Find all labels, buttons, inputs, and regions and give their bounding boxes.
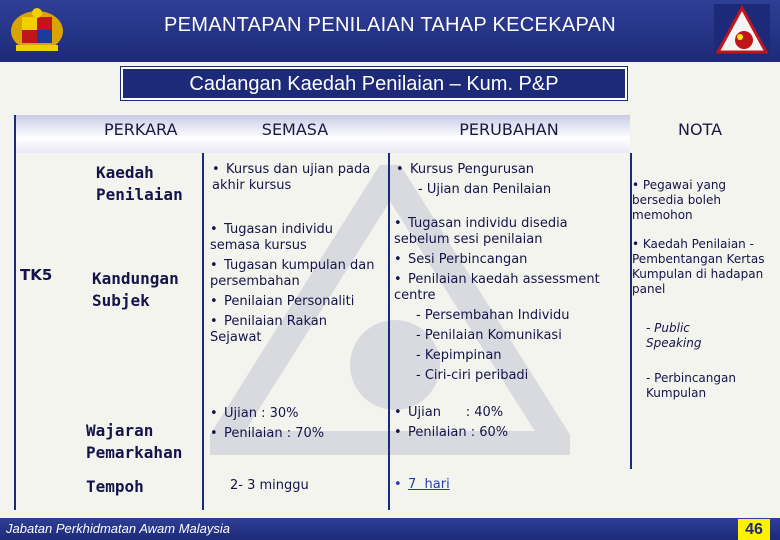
slide-subtitle: Cadangan Kaedah Penilaian – Kum. P&P — [189, 73, 559, 95]
list-item — [210, 426, 386, 442]
nota-item-3: - Public Speaking — [646, 321, 702, 350]
list-item — [210, 314, 382, 346]
list-item-text: Tugasan individu semasa kursus — [210, 222, 334, 253]
list-item-text: Ujian : 30% — [224, 406, 299, 421]
nota-item-1: • Pegawai yang bersedia boleh memohon — [632, 178, 727, 222]
coat-of-arms-logo — [8, 5, 66, 55]
perubahan-header-label: PERUBAHAN — [459, 120, 559, 139]
level-label: TK5 — [20, 266, 53, 284]
list-item — [210, 406, 386, 422]
kandungan-perubahan-list — [394, 216, 626, 384]
sub-list-item: - Persembahan Individu — [416, 308, 570, 323]
list-item-text: Tugasan individu disedia sebelum sesi penilaian — [394, 216, 568, 247]
row-label-kaedah: Kaedah Penilaian — [96, 163, 183, 204]
wajaran-semasa-list — [210, 406, 386, 442]
tempoh-semasa: 2- 3 minggu — [230, 478, 309, 493]
kaedah-semasa-text: Kursus dan ujian pada akhir kursus — [212, 162, 371, 193]
subtitle-box — [121, 67, 627, 100]
list-item-text: Penilaian Personaliti — [224, 294, 355, 309]
perkara-header-label: PERKARA — [104, 120, 178, 139]
footer-text: Jabatan Perkhidmatan Awam Malaysia — [6, 521, 231, 536]
bullet — [394, 425, 408, 440]
tempoh-perubahan — [394, 477, 594, 493]
list-item — [210, 258, 382, 290]
sub-list-item: - Kepimpinan — [416, 348, 502, 363]
list-item — [394, 252, 626, 268]
tempoh-perubahan-link[interactable]: 7 hari — [408, 477, 450, 492]
page-number: 46 — [738, 519, 770, 540]
bullet — [210, 406, 224, 421]
kaedah-perubahan-item: Kursus Pengurusan — [410, 162, 535, 177]
column-divider — [202, 153, 204, 510]
bullet — [210, 426, 224, 441]
list-item — [394, 425, 626, 441]
bullet — [212, 162, 226, 177]
list-item-text: Sesi Perbincangan — [408, 252, 528, 267]
row-label-kandungan: Kandungan Subjek — [92, 269, 179, 310]
column-divider — [14, 115, 16, 510]
kandungan-semasa-list — [210, 222, 382, 346]
list-item-text: Penilaian : 70% — [224, 426, 325, 441]
semasa-header-label: SEMASA — [261, 120, 329, 139]
bullet — [210, 222, 224, 237]
bullet — [394, 252, 408, 267]
column-header-perkara — [14, 115, 202, 153]
list-item — [394, 272, 626, 304]
page-title: PEMANTAPAN PENILAIAN TAHAP KECEKAPAN — [163, 14, 617, 36]
kaedah-perubahan — [396, 162, 624, 198]
list-item — [210, 294, 382, 310]
kaedah-perubahan-sub: - Ujian dan Penilaian — [418, 182, 552, 197]
list-item — [394, 405, 626, 421]
bullet — [394, 405, 408, 420]
footer-bar — [0, 518, 780, 540]
nota-item-2: • Kaedah Penilaian - Pembentangan Kertas Kumpulan di hadapan panel — [632, 237, 765, 296]
column-header-perubahan — [388, 115, 630, 153]
row-label-tempoh: Tempoh — [86, 477, 144, 496]
bullet — [394, 272, 408, 287]
agency-logo — [714, 4, 770, 58]
column-divider — [388, 153, 390, 510]
bullet — [210, 314, 224, 329]
list-item-text: Tugasan kumpulan dan persembahan — [210, 258, 375, 289]
bullet — [210, 294, 224, 309]
bullet — [394, 477, 408, 492]
row-label-wajaran: Wajaran Pemarkahan — [86, 421, 183, 462]
list-item — [394, 216, 626, 248]
bullet — [210, 258, 224, 273]
bullet — [394, 216, 408, 231]
list-item — [210, 222, 382, 254]
nota-header-label: NOTA — [677, 120, 723, 139]
list-item-text: Penilaian : 60% — [408, 425, 509, 440]
wajaran-perubahan-list — [394, 405, 626, 441]
kaedah-semasa — [212, 162, 382, 194]
sub-list-item: - Penilaian Komunikasi — [416, 328, 562, 343]
bullet — [396, 162, 410, 177]
list-item-text: Penilaian kaedah assessment centre — [394, 272, 600, 303]
list-item-text: Ujian : 40% — [408, 405, 504, 420]
column-header-nota — [630, 115, 770, 153]
column-header-semasa — [202, 115, 388, 153]
nota-item-4: - Perbincangan Kumpulan — [646, 371, 736, 400]
sub-list-item: - Ciri-ciri peribadi — [416, 368, 529, 383]
list-item-text: Penilaian Rakan Sejawat — [210, 314, 327, 345]
